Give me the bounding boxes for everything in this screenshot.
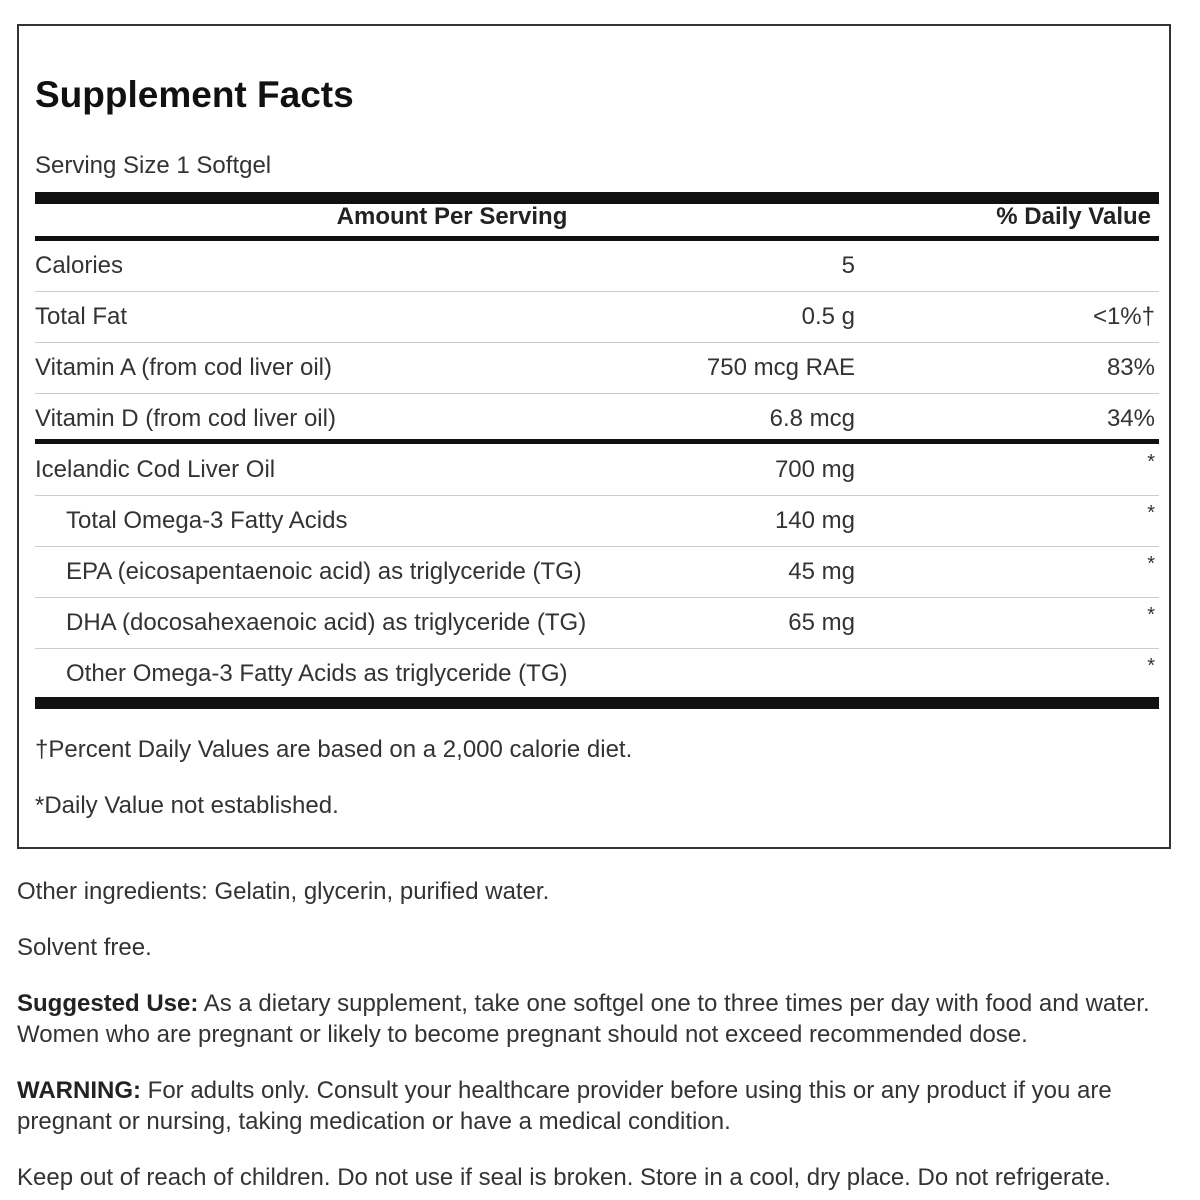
ingredient-daily-value: * bbox=[1147, 553, 1155, 575]
warning-text: For adults only. Consult your healthcare provider before using this or any product if you are pregnant or nursing, taking medication or have a medical condition. bbox=[17, 1077, 1112, 1135]
ingredient-name: Total Omega-3 Fatty Acids bbox=[66, 507, 348, 534]
nutrient-name: Total Fat bbox=[35, 303, 128, 330]
table-row bbox=[35, 292, 1159, 343]
nutrient-daily-value: <1%† bbox=[1092, 303, 1155, 330]
other-ingredients: Other ingredients: Gelatin, glycerin, purified water. bbox=[17, 878, 550, 905]
ingredient-name: EPA (eicosapentaenoic acid) as triglyceride (TG) bbox=[66, 558, 582, 585]
ingredient-daily-value: * bbox=[1147, 502, 1155, 524]
ingredient-daily-value: * bbox=[1147, 655, 1155, 677]
table-header bbox=[35, 203, 1159, 239]
table-row bbox=[35, 598, 1159, 649]
nutrient-divider bbox=[35, 439, 1159, 444]
suggested-use-text: As a dietary supplement, take one softgel one to three times per day with food and water. Women who are pregnant or likely to become pregnant should not exceed recommended dose. bbox=[17, 990, 1150, 1048]
ingredient-amount: 45 mg bbox=[788, 558, 855, 585]
ingredient-name: DHA (docosahexaenoic acid) as triglyceride (TG) bbox=[66, 609, 587, 636]
supplement-facts-panel bbox=[17, 24, 1171, 849]
footnote-percent-daily: †Percent Daily Values are based on a 2,000 calorie diet. bbox=[35, 736, 633, 763]
ingredient-amount: 700 mg bbox=[774, 456, 855, 483]
suggested-use-label: Suggested Use: bbox=[17, 990, 199, 1017]
table-row bbox=[35, 445, 1159, 496]
storage-instructions: Keep out of reach of children. Do not use if seal is broken. Store in a cool, dry place. Do not refrigerate. bbox=[17, 1164, 1111, 1191]
footnote-not-established: *Daily Value not established. bbox=[35, 792, 339, 819]
nutrient-amount: 5 bbox=[841, 252, 855, 279]
table-row bbox=[35, 496, 1159, 547]
nutrient-rows bbox=[35, 241, 1159, 444]
table-row bbox=[35, 547, 1159, 598]
table-row bbox=[35, 241, 1159, 292]
ingredient-amount: 65 mg bbox=[788, 609, 855, 636]
nutrient-daily-value: 34% bbox=[1106, 405, 1155, 432]
ingredient-name: Icelandic Cod Liver Oil bbox=[35, 456, 276, 483]
table-row bbox=[35, 394, 1159, 444]
ingredient-daily-value: * bbox=[1147, 451, 1155, 473]
nutrient-amount: 750 mcg RAE bbox=[706, 354, 855, 381]
table-row bbox=[35, 343, 1159, 394]
daily-value-header: % Daily Value bbox=[996, 203, 1151, 230]
suggested-use bbox=[17, 988, 1187, 1050]
nutrient-daily-value: 83% bbox=[1106, 354, 1155, 381]
table-row bbox=[35, 649, 1159, 699]
ingredient-rows bbox=[35, 445, 1159, 699]
ingredient-name: Other Omega-3 Fatty Acids as triglyceride (TG) bbox=[66, 660, 568, 687]
amount-per-serving-header: Amount Per Serving bbox=[336, 203, 568, 230]
ingredient-amount: 140 mg bbox=[774, 507, 855, 534]
nutrient-amount: 0.5 g bbox=[801, 303, 855, 330]
nutrient-name: Vitamin D (from cod liver oil) bbox=[35, 405, 336, 432]
nutrient-name: Vitamin A (from cod liver oil) bbox=[35, 354, 332, 381]
warning-label: WARNING: bbox=[17, 1077, 141, 1104]
ingredient-daily-value: * bbox=[1147, 604, 1155, 626]
warning bbox=[17, 1075, 1187, 1137]
panel-title: Supplement Facts bbox=[35, 74, 354, 115]
serving-size: Serving Size 1 Softgel bbox=[35, 152, 272, 179]
nutrient-name: Calories bbox=[35, 252, 124, 279]
solvent-free-note: Solvent free. bbox=[17, 934, 152, 961]
thick-divider-bottom bbox=[35, 697, 1159, 709]
nutrient-amount: 6.8 mcg bbox=[769, 405, 855, 432]
